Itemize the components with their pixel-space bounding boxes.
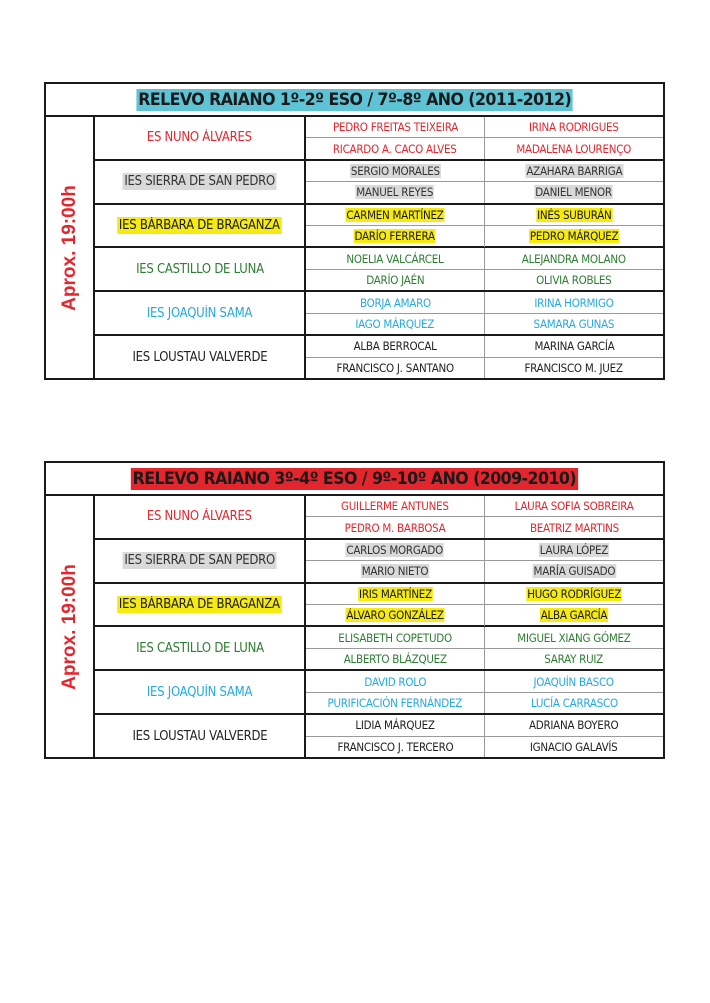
runner-row: [306, 737, 663, 757]
school-row-nuno-alvares: [95, 496, 663, 540]
runner-cell: [485, 561, 663, 581]
runner-cell: [485, 226, 663, 246]
runner-row: [306, 117, 663, 138]
runner-row: [306, 627, 663, 648]
time-column: [46, 117, 95, 378]
runner-cell: [306, 561, 485, 581]
runner-name: SERGIO MORALES: [350, 164, 440, 179]
runner-cell: [306, 517, 485, 537]
runner-cell: [485, 540, 663, 560]
school-name-cell: [95, 161, 306, 203]
runner-name: BEATRIZ MARTINS: [529, 520, 619, 535]
runner-row: [306, 336, 663, 357]
runner-name: IGNACIO GALAVÍS: [530, 739, 618, 754]
school-name: IES LOUSTAU VALVERDE: [132, 728, 267, 744]
school-row-sierra-de-san-pedro: [95, 161, 663, 205]
schools-list: [95, 496, 663, 757]
runner-name: JOAQUÍN BASCO: [533, 674, 615, 689]
runner-cell: [306, 226, 485, 246]
runner-name: LUCÍA CARRASCO: [530, 695, 618, 710]
school-row-sierra-de-san-pedro: [95, 540, 663, 584]
runner-name: MIGUEL XIANG GÓMEZ: [517, 630, 631, 645]
school-row-barbara-de-braganza: [95, 584, 663, 628]
runner-row: [306, 161, 663, 182]
relay-table: [44, 461, 665, 759]
runner-cell: [306, 248, 485, 268]
runner-name: MARIO NIETO: [361, 564, 429, 579]
runner-name: DANIEL MENOR: [535, 185, 613, 200]
runner-cell: [485, 627, 663, 647]
runner-name: ALEJANDRA MOLANO: [522, 251, 626, 266]
school-name-cell: [95, 496, 306, 538]
runner-row: [306, 584, 663, 605]
runner-name: PEDRO MÁRQUEZ: [529, 229, 619, 244]
runners-grid: [306, 205, 663, 247]
school-name: IES CASTILLO DE LUNA: [135, 640, 264, 656]
runner-cell: [306, 205, 485, 225]
runner-name: MARÍA GUISADO: [533, 564, 615, 579]
runner-cell: [306, 138, 485, 158]
school-name: IES BÁRBARA DE BRAGANZA: [119, 218, 280, 234]
table-title-row: [46, 463, 663, 496]
runner-cell: [485, 138, 663, 158]
runner-name: FRANCISCO M. JUEZ: [524, 360, 624, 375]
time-column: [46, 496, 95, 757]
school-name: IES BÁRBARA DE BRAGANZA: [119, 597, 280, 613]
runner-name: SARAY RUIZ: [544, 652, 604, 667]
runner-cell: [485, 314, 663, 334]
school-row-joaquin-sama: [95, 292, 663, 336]
runner-name: IRINA HORMIGO: [534, 295, 614, 310]
runner-row: [306, 517, 663, 537]
school-row-nuno-alvares: [95, 117, 663, 161]
runner-cell: [485, 496, 663, 516]
school-name-cell: [95, 336, 306, 378]
runners-grid: [306, 117, 663, 159]
school-name: IES JOAQUÍN SAMA: [146, 684, 253, 700]
school-row-loustau-valverde: [95, 715, 663, 757]
runners-grid: [306, 292, 663, 334]
runner-row: [306, 248, 663, 269]
schools-list: [95, 117, 663, 378]
school-name-cell: [95, 715, 306, 757]
school-name: IES CASTILLO DE LUNA: [135, 261, 264, 277]
runner-cell: [485, 715, 663, 735]
runner-row: [306, 540, 663, 561]
runner-name: ALBERTO BLÁZQUEZ: [343, 652, 447, 667]
runner-cell: [306, 117, 485, 137]
runner-name: CARLOS MORGADO: [346, 543, 444, 558]
runner-cell: [485, 117, 663, 137]
school-name-cell: [95, 627, 306, 669]
runner-row: [306, 649, 663, 669]
table-title: RELEVO RAIANO 1º-2º ESO / 7º-8º ANO (2011-2012): [138, 89, 571, 110]
school-name: IES LOUSTAU VALVERDE: [132, 349, 267, 365]
runner-cell: [306, 649, 485, 669]
runner-cell: [306, 584, 485, 604]
school-name-cell: [95, 248, 306, 290]
runners-grid: [306, 715, 663, 757]
school-row-castillo-de-luna: [95, 248, 663, 292]
runner-name: PEDRO FREITAS TEIXEIRA: [332, 120, 458, 135]
runner-name: FRANCISCO J. SANTANO: [336, 360, 454, 375]
runner-cell: [306, 693, 485, 713]
runner-name: ÁLVARO GONZÁLEZ: [346, 608, 444, 623]
runner-cell: [485, 649, 663, 669]
runner-cell: [306, 715, 485, 735]
runner-cell: [485, 605, 663, 625]
runner-cell: [306, 627, 485, 647]
school-name-cell: [95, 292, 306, 334]
runner-row: [306, 561, 663, 581]
runner-cell: [485, 693, 663, 713]
runner-name: DARÍO FERRERA: [354, 229, 436, 244]
runner-cell: [306, 161, 485, 181]
school-name-cell: [95, 205, 306, 247]
runner-name: IAGO MÁRQUEZ: [355, 316, 435, 331]
runner-name: GUILLERME ANTUNES: [341, 499, 449, 514]
runner-cell: [306, 496, 485, 516]
runner-cell: [306, 605, 485, 625]
runners-grid: [306, 540, 663, 582]
runner-name: MARINA GARCÍA: [533, 339, 614, 354]
table-body: [46, 117, 663, 378]
school-name: IES JOAQUÍN SAMA: [146, 305, 253, 321]
time-label: Aprox. 19:00h: [58, 184, 80, 311]
runner-row: [306, 605, 663, 625]
runner-name: LAURA LÓPEZ: [539, 543, 609, 558]
runner-cell: [485, 336, 663, 356]
runner-row: [306, 270, 663, 290]
runner-cell: [485, 358, 663, 378]
runner-row: [306, 671, 663, 692]
runners-grid: [306, 584, 663, 626]
runner-cell: [485, 584, 663, 604]
runners-grid: [306, 496, 663, 538]
school-name: IES SIERRA DE SAN PEDRO: [124, 174, 275, 190]
runner-row: [306, 226, 663, 246]
runner-cell: [485, 737, 663, 757]
school-name-cell: [95, 540, 306, 582]
runner-row: [306, 138, 663, 158]
runner-row: [306, 314, 663, 334]
table-title: RELEVO RAIANO 3º-4º ESO / 9º-10º ANO (2009-2010): [132, 468, 577, 489]
school-name-cell: [95, 117, 306, 159]
time-label: Aprox. 19:00h: [58, 563, 80, 690]
runner-row: [306, 205, 663, 226]
runner-name: DARÍO JAÉN: [365, 273, 425, 288]
runner-name: RICARDO A. CACO ALVES: [333, 141, 457, 156]
runner-cell: [306, 292, 485, 312]
runner-name: LIDIA MÁRQUEZ: [355, 718, 435, 733]
runners-grid: [306, 336, 663, 378]
runner-cell: [485, 671, 663, 691]
runner-name: ALBA BERROCAL: [353, 339, 437, 354]
runner-name: PEDRO M. BARBOSA: [344, 520, 446, 535]
runner-name: CARMEN MARTÍNEZ: [346, 207, 444, 222]
school-row-castillo-de-luna: [95, 627, 663, 671]
runner-name: LAURA SOFIA SOBREIRA: [514, 499, 634, 514]
runner-name: SAMARA GUNAS: [533, 316, 615, 331]
runner-name: OLIVIA ROBLES: [536, 273, 612, 288]
school-name: ES NUNO ÁLVARES: [147, 130, 252, 146]
runner-name: MANUEL REYES: [356, 185, 434, 200]
runner-cell: [485, 161, 663, 181]
runner-row: [306, 693, 663, 713]
runner-cell: [485, 292, 663, 312]
runner-name: FRANCISCO J. TERCERO: [337, 739, 453, 754]
table-title-row: [46, 84, 663, 117]
runner-row: [306, 292, 663, 313]
runner-cell: [485, 270, 663, 290]
runner-row: [306, 496, 663, 517]
runner-name: INÉS SUBURÁN: [536, 207, 612, 222]
runner-cell: [306, 182, 485, 202]
school-name: IES SIERRA DE SAN PEDRO: [124, 553, 275, 569]
runner-name: BORJA AMARO: [359, 295, 431, 310]
runner-cell: [306, 540, 485, 560]
school-row-barbara-de-braganza: [95, 205, 663, 249]
runner-name: PURIFICACIÓN FERNÁNDEZ: [327, 695, 463, 710]
runner-cell: [306, 336, 485, 356]
runner-row: [306, 182, 663, 202]
runners-grid: [306, 248, 663, 290]
runners-grid: [306, 671, 663, 713]
school-name-cell: [95, 671, 306, 713]
relay-table: [44, 82, 665, 380]
runner-cell: [306, 270, 485, 290]
runner-name: MADALENA LOURENÇO: [516, 141, 632, 156]
runner-cell: [306, 358, 485, 378]
runner-name: IRINA RODRIGUES: [529, 120, 619, 135]
school-row-loustau-valverde: [95, 336, 663, 378]
runner-cell: [306, 737, 485, 757]
runner-name: NOELIA VALCÁRCEL: [346, 251, 444, 266]
runners-grid: [306, 627, 663, 669]
runner-name: ADRIANA BOYERO: [529, 718, 619, 733]
school-name: ES NUNO ÁLVARES: [147, 509, 252, 525]
runner-name: ALBA GARCÍA: [540, 608, 608, 623]
runner-name: ELISABETH COPETUDO: [338, 630, 452, 645]
school-row-joaquin-sama: [95, 671, 663, 715]
runner-cell: [485, 517, 663, 537]
runner-name: HUGO RODRÍGUEZ: [527, 586, 621, 601]
runner-name: AZAHARA BARRIGA: [526, 164, 622, 179]
runner-row: [306, 715, 663, 736]
runner-name: DAVID ROLO: [364, 674, 426, 689]
runners-grid: [306, 161, 663, 203]
runner-cell: [485, 205, 663, 225]
runner-name: IRIS MARTÍNEZ: [358, 586, 432, 601]
runner-row: [306, 358, 663, 378]
table-body: [46, 496, 663, 757]
runner-cell: [485, 248, 663, 268]
runner-cell: [306, 671, 485, 691]
school-name-cell: [95, 584, 306, 626]
runner-cell: [485, 182, 663, 202]
runner-cell: [306, 314, 485, 334]
